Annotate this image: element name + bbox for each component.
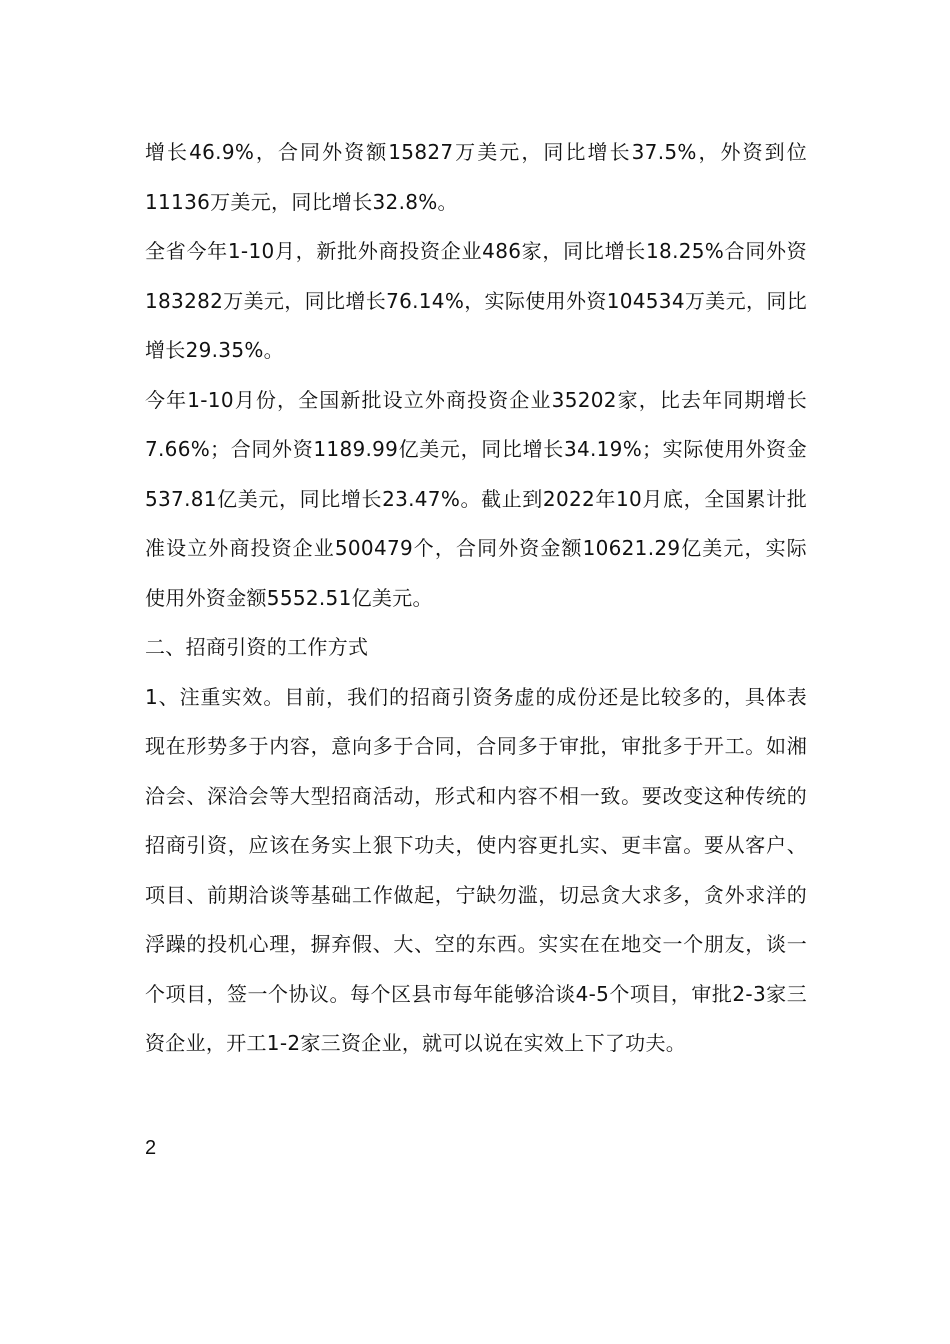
document-body [145, 128, 807, 1069]
paragraph-province-stats: 全省今年1-10月，新批外商投资企业486家，同比增长18.25%合同外资183282万美元，同比增长76.14%，实际使用外资104534万美元，同比增长29.35%。 [145, 239, 807, 362]
paragraph-provincial-city-stats: 增长46.9%，合同外资额15827万美元，同比增长37.5%，外资到位11136万美元，同比增长32.8%。 [145, 140, 807, 214]
paragraph-national-stats: 今年1-10月份，全国新批设立外商投资企业35202家，比去年同期增长7.66%；合同外资1189.99亿美元，同比增长34.19%；实际使用外资金537.81亿美元，同比增长23.47%。截止到2022年10月底，全国累计批准设立外商投资企业500479个，合同外资金额10621.29亿美元，实际使用外资金额5552.51亿美元。 [145, 387, 807, 610]
paragraph-focus-on-results: 1、注重实效。目前，我们的招商引资务虚的成份还是比较多的，具体表现在形势多于内容，意向多于合同，合同多于审批，审批多于开工。如湘洽会、深洽会等大型招商活动，形式和内容不相一致。要改变这种传统的招商引资，应该在务实上狠下功夫，使内容更扎实、更丰富。要从客户、项目、前期洽谈等基础工作做起，宁缺勿滥，切忌贪大求多，贪外求洋的浮躁的投机心理，摒弃假、大、空的东西。实实在在地交一个朋友，谈一个项目，签一个协议。每个区县市每年能够洽谈4-5个项目，审批2-3家三资企业，开工1-2家三资企业，就可以说在实效上下了功夫。 [145, 684, 807, 1055]
page-number: 2 [145, 1137, 157, 1159]
section-heading: 二、招商引资的工作方式 [145, 635, 369, 659]
